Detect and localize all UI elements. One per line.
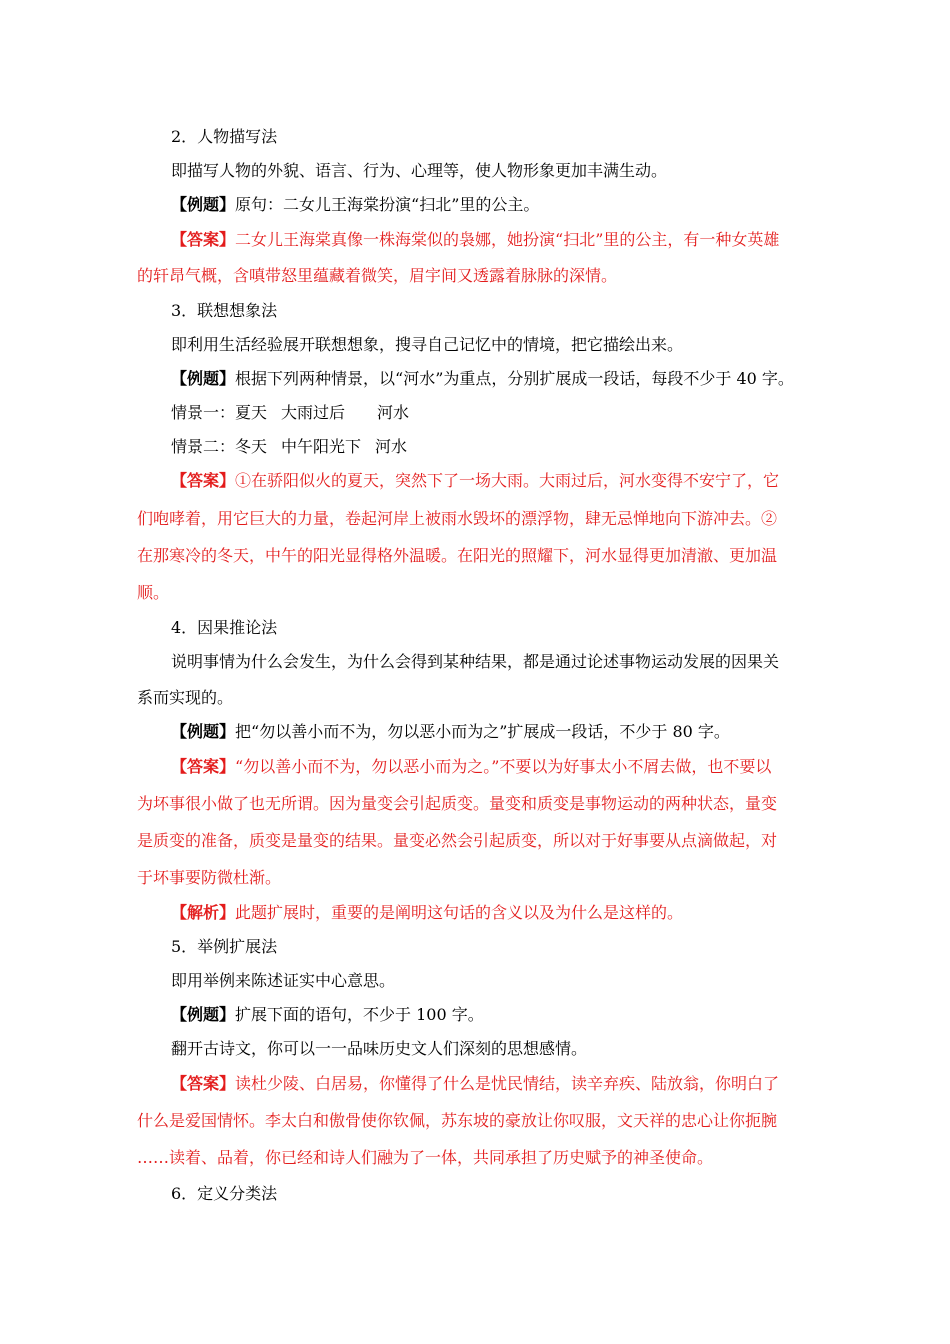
section-heading: 6．定义分类法	[171, 1184, 278, 1203]
example-sentence: 翻开古诗文，你可以一一品味历史文人们深刻的思想感情。	[171, 1039, 588, 1058]
answer-line: 在那寒冷的冬天，中午的阳光显得格外温暖。在阳光的照耀下，河水显得更加清澈、更加温	[137, 546, 778, 565]
answer-line: 为坏事很小做了也无所谓。因为量变会引起质变。量变和质变是事物运动的两种状态，量变	[137, 794, 778, 813]
section-heading: 4．因果推论法	[171, 618, 278, 637]
answer-line: 【答案】“勿以善小而不为，勿以恶小而为之。”不要以为好事太小不屑去做，也不要以	[171, 757, 772, 776]
answer-line: 顺。	[137, 583, 170, 602]
scene-line: 情景二：冬天 中午阳光下 河水	[171, 437, 408, 456]
answer-line: 【答案】二女儿王海棠真像一株海棠似的袅娜，她扮演“扫北”里的公主，有一种女英雄	[171, 230, 780, 249]
example-tag: 【例题】	[171, 195, 236, 214]
section-description: 即描写人物的外貌、语言、行为、心理等，使人物形象更加丰满生动。	[171, 161, 668, 180]
section-heading: 5．举例扩展法	[171, 937, 278, 956]
answer-line: 什么是爱国情怀。李太白和傲骨使你钦佩，苏东坡的豪放让你叹服，文天祥的忠心让你扼腕	[137, 1111, 778, 1130]
example-line: 【例题】扩展下面的语句，不少于 100 字。	[171, 1005, 484, 1024]
answer-line: ……读着、品着，你已经和诗人们融为了一体，共同承担了历史赋予的神圣使命。	[137, 1148, 714, 1167]
section-description: 说明事情为什么会发生，为什么会得到某种结果，都是通过论述事物运动发展的因果关	[171, 652, 780, 671]
section-description: 即利用生活经验展开联想想象，搜寻自己记忆中的情境，把它描绘出来。	[171, 335, 684, 354]
answer-tag: 【答案】	[171, 230, 236, 249]
analysis-tag: 【解析】	[171, 903, 236, 922]
answer-line: 们咆哮着，用它巨大的力量，卷起河岸上被雨水毁坏的漂浮物，肆无忌惮地向下游冲去。②	[137, 509, 778, 528]
answer-tag: 【答案】	[171, 471, 236, 490]
example-tag: 【例题】	[171, 1005, 236, 1024]
example-line: 【例题】把“勿以善小而不为，勿以恶小而为之”扩展成一段话，不少于 80 字。	[171, 722, 730, 741]
example-tag: 【例题】	[171, 369, 236, 388]
section-description: 即用举例来陈述证实中心意思。	[171, 971, 396, 990]
answer-line: 【答案】读杜少陵、白居易，你懂得了什么是忧民情结，读辛弃疾、陆放翁，你明白了	[171, 1074, 780, 1093]
example-line: 【例题】原句：二女儿王海棠扮演“扫北”里的公主。	[171, 195, 540, 214]
scene-line: 情景一：夏天 大雨过后 河水	[171, 403, 410, 422]
answer-tag: 【答案】	[171, 1074, 236, 1093]
analysis-line: 【解析】此题扩展时，重要的是阐明这句话的含义以及为什么是这样的。	[171, 903, 684, 922]
section-heading: 3．联想想象法	[171, 301, 278, 320]
answer-line: 的轩昂气概，含嗔带怒里蕴藏着微笑，眉宇间又透露着脉脉的深情。	[137, 266, 618, 285]
answer-line: 是质变的准备，质变是量变的结果。量变必然会引起质变，所以对于好事要从点滴做起，对	[137, 831, 778, 850]
answer-tag: 【答案】	[171, 757, 236, 776]
section-description: 系而实现的。	[137, 688, 234, 707]
section-heading: 2．人物描写法	[171, 127, 278, 146]
answer-line: 【答案】①在骄阳似火的夏天，突然下了一场大雨。大雨过后，河水变得不安宁了，它	[171, 471, 780, 490]
example-line: 【例题】根据下列两种情景，以“河水”为重点，分别扩展成一段话，每段不少于 40 字。	[171, 369, 794, 388]
example-tag: 【例题】	[171, 722, 236, 741]
answer-line: 于坏事要防微杜渐。	[137, 868, 282, 887]
